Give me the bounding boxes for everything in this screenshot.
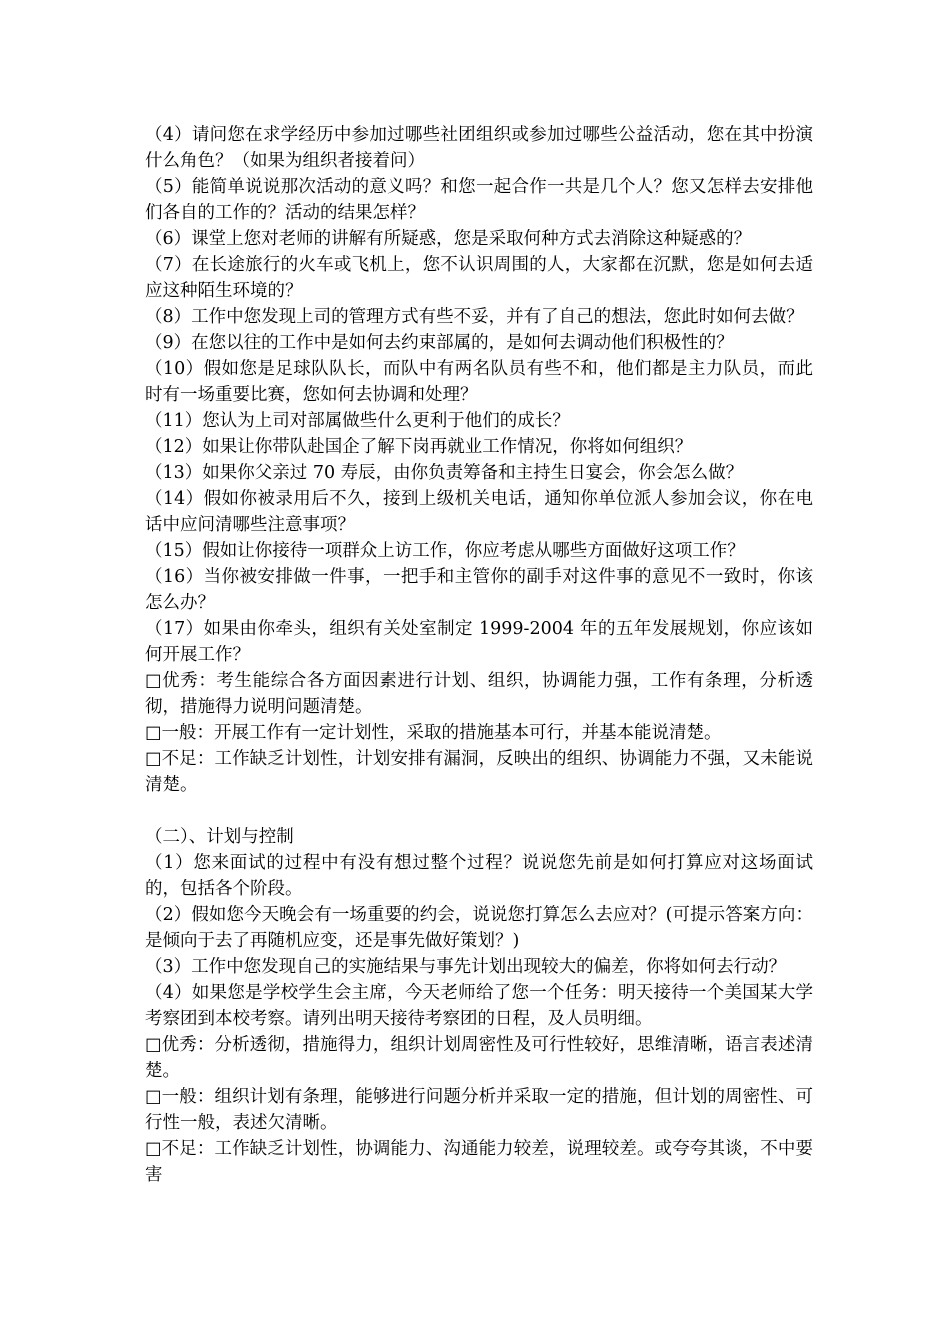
question-16: （16）当你被安排做一件事，一把手和主管你的副手对这件事的意见不一致时，你该怎么办？ xyxy=(145,567,813,613)
question-9: （9）在您以往的工作中是如何去约束部属的，是如何去调动他们积极性的？ xyxy=(145,333,734,353)
question-1: （1）您来面试的过程中有没有想过整个过程？说说您先前是如何打算应对这场面试的，包括各个阶段。 xyxy=(145,853,813,899)
question-15: （15）假如让你接待一项群众上访工作，你应考虑从哪些方面做好这项工作？ xyxy=(145,541,745,561)
rating-average: □一般：开展工作有一定计划性，采取的措施基本可行，并基本能说清楚。 xyxy=(145,723,722,743)
blank-line xyxy=(145,798,813,824)
question-14: （14）假如你被录用后不久，接到上级机关电话，通知你单位派人参加会议，你在电话中应问清哪些注意事项？ xyxy=(145,489,813,535)
section-heading: （二）、计划与控制 xyxy=(145,827,294,847)
question-8: （8）工作中您发现上司的管理方式有些不妥，并有了自己的想法，您此时如何去做？ xyxy=(145,307,804,327)
rating-excellent-2: □优秀：分析透彻，措施得力，组织计划周密性及可行性较好，思维清晰，语言表述清楚。 xyxy=(145,1035,813,1081)
question-6: （6）课堂上您对老师的讲解有所疑惑，您是采取何种方式去消除这种疑惑的？ xyxy=(145,229,752,249)
question-5: （5）能简单说说那次活动的意义吗？和您一起合作一共是几个人？您又怎样去安排他们各自的工作的？活动的结果怎样？ xyxy=(145,177,813,223)
question-7: （7）在长途旅行的火车或飞机上，您不认识周围的人，大家都在沉默，您是如何去适应这种陌生环境的？ xyxy=(145,255,813,301)
question-12: （12）如果让你带队赴国企了解下岗再就业工作情况，你将如何组织？ xyxy=(145,437,693,457)
question-3: （3）工作中您发现自己的实施结果与事先计划出现较大的偏差，你将如何去行动？ xyxy=(145,957,787,977)
question-4b: （4）如果您是学校学生会主席，今天老师给了您一个任务：明天接待一个美国某大学考察团到本校考察。请列出明天接待考察团的日程，及人员明细。 xyxy=(145,983,813,1029)
question-17: （17）如果由你牵头，组织有关处室制定 1999-2004 年的五年发展规划，你应该如何开展工作？ xyxy=(145,619,813,665)
rating-insufficient-2: □不足：工作缺乏计划性，协调能力、沟通能力较差，说理较差。或夸夸其谈，不中要害 xyxy=(145,1139,813,1185)
question-13: （13）如果你父亲过 70 寿辰，由你负责筹备和主持生日宴会，你会怎么做？ xyxy=(145,463,744,483)
rating-excellent: □优秀：考生能综合各方面因素进行计划、组织，协调能力强，工作有条理，分析透彻，措施得力说明问题清楚。 xyxy=(145,671,813,717)
document-page xyxy=(145,122,813,1188)
question-4: （4）请问您在求学经历中参加过哪些社团组织或参加过哪些公益活动，您在其中扮演什么角色？（如果为组织者接着问） xyxy=(145,125,813,171)
rating-average-2: □一般：组织计划有条理，能够进行问题分析并采取一定的措施，但计划的周密性、可行性一般，表述欠清晰。 xyxy=(145,1087,813,1133)
question-11: （11）您认为上司对部属做些什么更利于他们的成长？ xyxy=(145,411,570,431)
question-10: （10）假如您是足球队队长，而队中有两名队员有些不和，他们都是主力队员，而此时有一场重要比赛，您如何去协调和处理？ xyxy=(145,359,813,405)
rating-insufficient: □不足：工作缺乏计划性，计划安排有漏洞，反映出的组织、协调能力不强，又未能说清楚。 xyxy=(145,749,813,795)
question-2: （2）假如您今天晚会有一场重要的约会，说说您打算怎么去应对？(可提示答案方向：是倾向于去了再随机应变，还是事先做好策划？) xyxy=(145,905,813,951)
